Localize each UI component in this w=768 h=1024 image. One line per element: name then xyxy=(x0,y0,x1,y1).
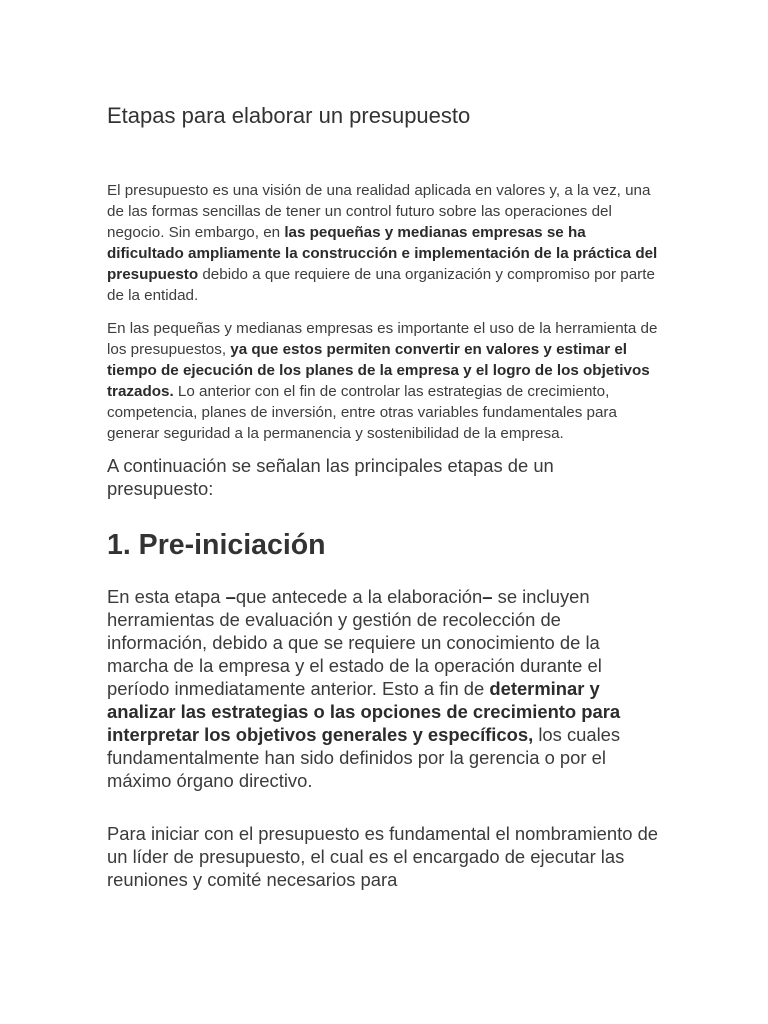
paragraph-intro-presupuesto xyxy=(107,180,663,306)
text-segment: En esta etapa xyxy=(107,586,226,607)
text-segment: Lo anterior con el fin de controlar las estrategias de crecimiento, competencia, planes de inversión, entre otras variables fundamentales para generar seguridad a la permanencia y sostenibilidad de la empresa. xyxy=(107,383,617,442)
text-segment: En las pequeñas y medianas empresas es importante el uso de la herramienta de los presupuestos, xyxy=(107,320,658,358)
bold-text-segment: las pequeñas y medianas empresas se ha dificultado ampliamente la construcción e implementación de la práctica del presupuesto xyxy=(107,224,658,283)
paragraph-etapas-intro: A continuación se señalan las principales etapas de un presupuesto: xyxy=(107,455,554,499)
text-segment: que antecede a la elaboración xyxy=(235,586,483,607)
bold-dash: – xyxy=(482,586,493,607)
bold-text-segment: determinar y analizar las estrategias o las opciones de crecimiento para interpretar los objetivos generales y específicos, xyxy=(107,678,621,745)
text-segment: El presupuesto es una visión de una realidad aplicada en valores y, a la vez, una de las formas sencillas de tener un control futuro sobre las operaciones del negocio. Sin embargo, en xyxy=(107,182,651,241)
document-content xyxy=(107,100,663,891)
paragraph-pre-iniciacion xyxy=(107,585,663,792)
text-segment: los cuales fundamentalmente han sido definidos por la gerencia o por el máximo órgano directivo. xyxy=(107,724,621,791)
section-heading-pre-iniciacion: 1. Pre-iniciación xyxy=(107,529,326,561)
paragraph-lider-presupuesto: Para iniciar con el presupuesto es fundamental el nombramiento de un líder de presupuesto, el cual es el encargado de ejecutar las reuniones y comité necesarios para xyxy=(107,823,659,890)
paragraph-pymes xyxy=(107,318,663,444)
bold-text-segment: ya que estos permiten convertir en valores y estimar el tiempo de ejecución de los planes de la empresa y el logro de los objetivos trazados. xyxy=(107,341,650,400)
text-segment: se incluyen herramientas de evaluación y gestión de recolección de información, debido a que se requiere un conocimiento de la marcha de la empresa y el estado de la operación durante el período inmediatamente anterior. Esto a fin de xyxy=(107,586,602,699)
bold-dash: – xyxy=(225,586,236,607)
document-title: Etapas para elaborar un presupuesto xyxy=(107,103,471,128)
text-segment: debido a que requiere de una organización y compromiso por parte de la entidad. xyxy=(107,266,655,304)
